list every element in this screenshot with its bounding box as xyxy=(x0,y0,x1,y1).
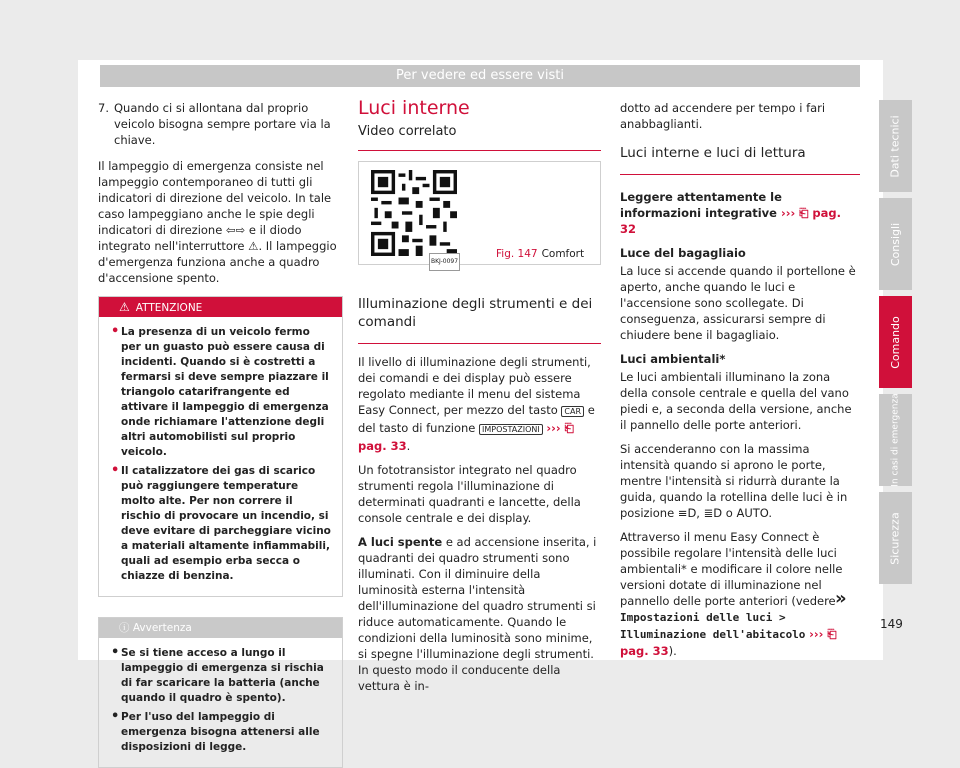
item-text: Quando ci si allontana dal proprio veicolo bisogna sempre portare via la chiave. xyxy=(114,101,331,147)
note-header xyxy=(99,618,342,638)
paragraph: A luci spente e ad accensione inserita, i quadranti dei quadro strumenti sono illuminati. Con il diminuire della luminosità esterna l'intensità dell'illuminazione del quadro strumenti si riduce automaticamente. Quando le condizioni della luminosità sono minime, si spegne l'illuminazione degli strumenti. In questo modo il conducente della vettura è in- xyxy=(358,535,597,693)
page-link[interactable]: ››› ⎗ pag. 33 xyxy=(620,627,837,658)
section-subtitle: Video correlato xyxy=(358,124,457,139)
paragraph: Il lampeggio di emergenza consiste nel lampeggio contemporaneo di tutti gli indicatori di direzione del veicolo. In tale caso lampeggiano anche le spie degli indicatori di direzione ⇦⇨ e il diodo integrato nell'interruttore ⚠. Il lampeggio d'emergenza funziona anche a quadro d'accensione spento. xyxy=(98,159,337,285)
subsection-title: Luci interne e luci di lettura xyxy=(620,145,806,161)
page-link[interactable]: ››› ⎗ pag. 33 xyxy=(358,421,574,453)
list-item xyxy=(98,100,343,148)
qr-code-icon[interactable] xyxy=(371,170,457,256)
warning-text: Il catalizzatore dei gas di scarico può raggiungere temperature molto alte. Per non correre il rischio di provocare un incendio, si deve evitare di parcheggiare vicino a materiali altamente infiammabili, quali ad esempio erba secca o chiazze di benzina. xyxy=(121,465,331,582)
paragraph: Attraverso il menu Easy Connect è possibile regolare l'intensità delle luci ambientali* e modificare il colore nelle versioni dotate di illuminazione nel pannello delle porte anteriori (vedere Impostazioni delle luci > Illuminazione dell'abitacolo ››› ⎗ pag. 33). xyxy=(620,530,843,658)
note-title: Avvertenza xyxy=(132,622,192,634)
note-item: • Per l'uso del lampeggio di emergenza bisogna attenersi alle disposizioni di legge. xyxy=(111,710,332,755)
impostazioni-key: IMPOSTAZIONI xyxy=(479,424,543,435)
warning-title: ATTENZIONE xyxy=(135,302,203,314)
info-icon: ⓘ xyxy=(119,622,130,634)
figure-number: Fig. 147 xyxy=(496,248,538,260)
warning-icon: ⚠ xyxy=(119,300,130,314)
page-number: 149 xyxy=(880,617,903,631)
tab-dati-tecnici[interactable]: Dati tecnici xyxy=(879,100,912,192)
figure-caption-text: Comfort xyxy=(541,248,585,260)
side-tabs xyxy=(879,0,960,708)
column-3 xyxy=(620,100,860,667)
subsection-title: Illuminazione degli strumenti e dei comandi xyxy=(358,296,593,330)
paragraph: Si accenderanno con la massima intensità quando si aprono le porte, mentre l'intensità si ridurrà durante la guida, quando la rotellina delle luci è in posizione ≡D, ≣D o AUTO. xyxy=(620,442,848,520)
note-box xyxy=(98,617,343,768)
warning-item: • La presenza di un veicolo fermo per un guasto può essere causa di incidenti. Quando si è costretti a fermarsi si deve sempre piazzare il triangolo catarifrangente ed attivare il lampeggio di emergenza onde richiamare l'attenzione degli altri automobilisti sul proprio veicolo. xyxy=(111,325,332,460)
tab-comando[interactable]: Comando xyxy=(879,296,912,388)
warning-box xyxy=(98,296,343,597)
tab-consigli[interactable]: Consigli xyxy=(879,198,912,290)
section-header: Per vedere ed essere visti xyxy=(100,65,860,87)
column-1 xyxy=(98,100,343,768)
paragraph: Un fototransistor integrato nel quadro strumenti regola l'illuminazione di determinati quadranti e lancette, della console centrale e dei display. xyxy=(358,463,581,525)
paragraph: Il livello di illuminazione degli strumenti, dei comandi e dei display può essere regolato mediante il menu del sistema Easy Connect, per mezzo del tasto CAR e del tasto di funzione IMPOSTAZIONI ››› ⎗ pag. 33. xyxy=(358,355,595,453)
menu-path: Impostazioni delle luci > Illuminazione dell'abitacolo xyxy=(620,611,806,641)
column-2 xyxy=(358,97,601,702)
tab-in-casi-di-emergenza[interactable]: In casi di emergenza xyxy=(879,394,912,486)
subheading: Luce del bagagliaio xyxy=(620,246,746,260)
section-title: Luci interne xyxy=(358,97,470,119)
note-text: Se si tiene acceso a lungo il lampeggio di emergenza si rischia di far scaricare la batteria (anche quando il quadro è spento). xyxy=(121,647,324,704)
paragraph: dotto ad accendere per tempo i fari anabbaglianti. xyxy=(620,101,826,131)
note-item: • Se si tiene acceso a lungo il lampeggio di emergenza si rischia di far scaricare la batteria (anche quando il quadro è spento). xyxy=(111,646,332,706)
note-text: Per l'uso del lampeggio di emergenza bisogna attenersi alle disposizioni di legge. xyxy=(121,711,320,753)
warning-item: • Il catalizzatore dei gas di scarico può raggiungere temperature molto alte. Per non correre il rischio di provocare un incendio, si deve evitare di parcheggiare vicino a materiali altamente infiammabili, quali ad esempio erba secca o chiazze di benzina. xyxy=(111,463,331,582)
figure xyxy=(358,161,601,265)
tab-sicurezza[interactable]: Sicurezza xyxy=(879,492,912,584)
continue-icon: » xyxy=(835,588,847,609)
figure-caption xyxy=(496,246,584,262)
warning-header xyxy=(99,297,342,317)
car-key-icon: CAR xyxy=(561,406,584,417)
item-number: 7. xyxy=(98,101,109,115)
paragraph: La luce si accende quando il portellone è aperto, anche quando le luci e l'accensione sono scollegate. Di conseguenza, assicurarsi sempre di chiudere bene il bagagliaio. xyxy=(620,264,856,342)
qr-id: BKJ-0097 xyxy=(429,253,460,271)
warning-text: La presenza di un veicolo fermo per un guasto può essere causa di incidenti. Quando si è costretti a fermarsi si deve sempre piazzare il triangolo catarifrangente ed attivare il lampeggio di emergenza onde richiamare l'attenzione degli altri automobilisti sul proprio veicolo. xyxy=(121,326,329,458)
subheading: Luci ambientali* xyxy=(620,352,726,366)
paragraph: Le luci ambientali illuminano la zona della console centrale e quella del vano piedi e, a seconda della versione, anche il pannello delle porte anteriori. xyxy=(620,370,852,432)
read-first-note: Leggere attentamente le informazioni integrative ››› ⎗ pag. 32 xyxy=(620,190,841,236)
page-link[interactable]: ››› ⎗ pag. 32 xyxy=(620,206,841,236)
